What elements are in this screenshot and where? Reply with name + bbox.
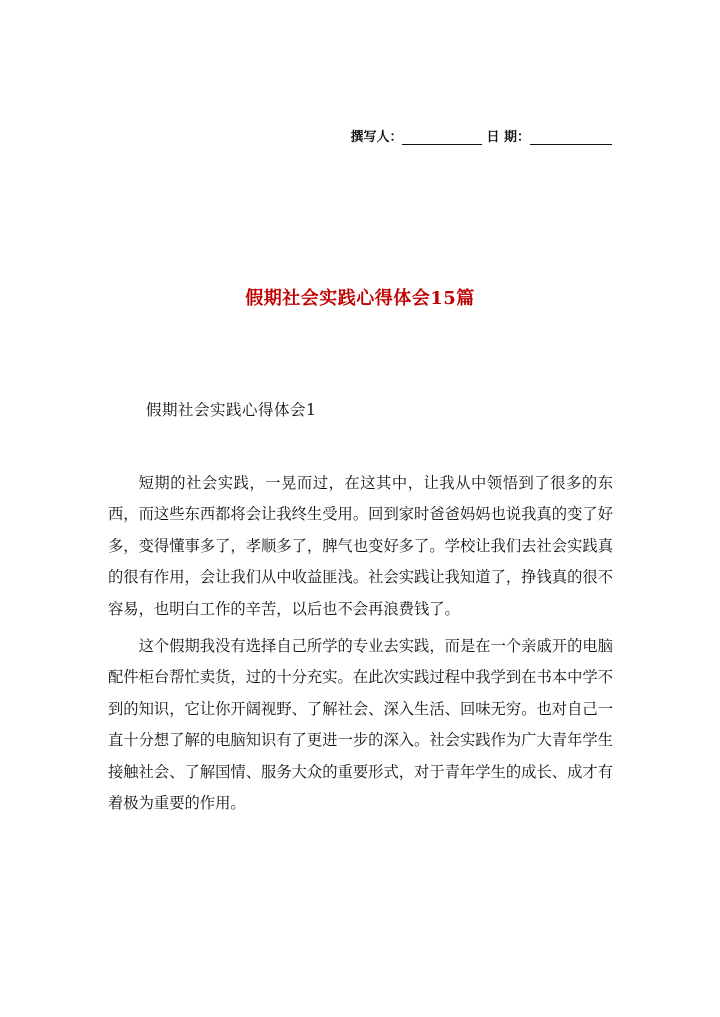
section-heading: 假期社会实践心得体会1 (146, 401, 317, 419)
author-blank (402, 130, 482, 145)
document-title: 假期社会实践心得体会15篇 (245, 288, 475, 309)
paragraph-1: 短期的社会实践，一晃而过，在这其中，让我从中领悟到了很多的东西，而这些东西都将会让我终生受用。回到家时爸爸妈妈也说我真的变了好多，变得懂事多了，孝顺多了，脾气也变好多了。学校让我们去社会实践真的很有作用，会让我们从中收益匪浅。社会实践让我知道了，挣钱真的很不容易，也明白工作的辛苦，以后也不会再浪费钱了。 (108, 474, 613, 618)
author-date-line (350, 126, 612, 145)
date-blank (530, 130, 612, 145)
author-label: 撰写人： (350, 130, 403, 145)
paragraph-2: 这个假期我没有选择自己所学的专业去实践，而是在一个亲戚开的电脑配件柜台帮忙卖货，过的十分充实。在此次实践过程中我学到在书本中学不到的知识，它让你开阔视野、了解社会、深入生活、回味无穷。也对自己一直十分想了解的电脑知识有了更进一步的深入。社会实践作为广大青年学生接触社会、了解国情、服务大众的重要形式，对于青年学生的成长、成才有着极为重要的作用。 (108, 637, 613, 813)
date-label: 日 期： (486, 130, 530, 145)
body-text (108, 468, 613, 825)
